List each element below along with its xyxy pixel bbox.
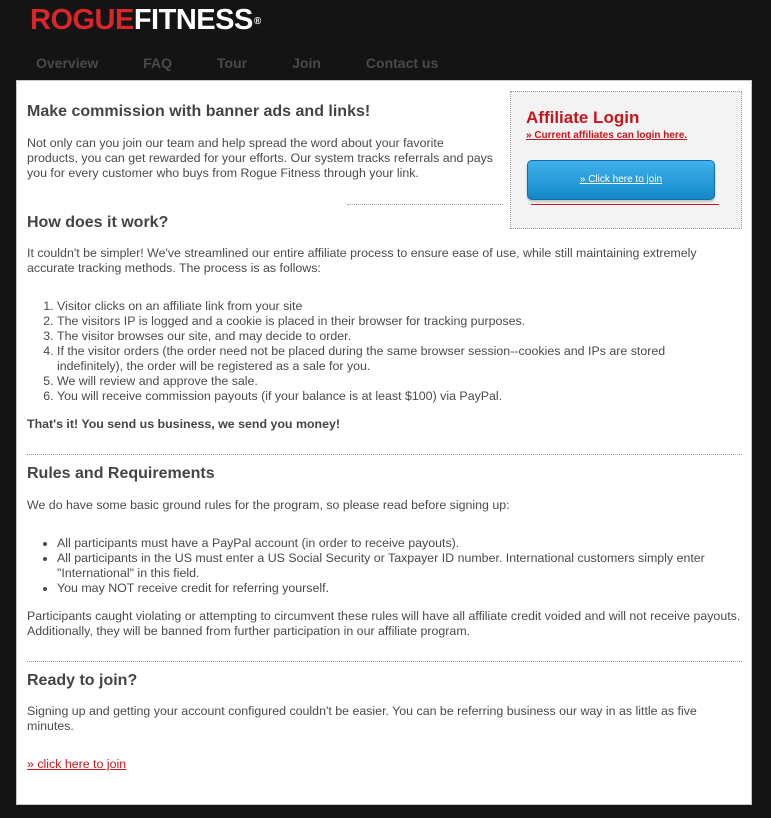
click-here-to-join-link[interactable]: » click here to join bbox=[27, 757, 127, 771]
logo-text-rogue: ROGUE bbox=[30, 4, 134, 36]
registered-mark: ® bbox=[253, 16, 261, 27]
divider-1 bbox=[347, 204, 503, 205]
nav-faq[interactable]: FAQ bbox=[143, 55, 173, 71]
button-underline-divider bbox=[531, 204, 719, 205]
rules-text: We do have some basic ground rules for the program, so please read before signing up: bbox=[27, 498, 510, 512]
affiliate-login-title: Affiliate Login bbox=[526, 108, 640, 127]
ready-text: Signing up and getting your account configured couldn't be easier. You can be referring business our way in as little as five minutes. bbox=[27, 704, 697, 733]
affiliate-login-box bbox=[510, 91, 742, 229]
divider-2 bbox=[27, 454, 742, 455]
list-item: 6. You will receive commission payouts (if your balance is at least $100) via PayPal. bbox=[57, 389, 733, 404]
main-nav bbox=[36, 55, 438, 73]
nav-tour[interactable]: Tour bbox=[217, 55, 248, 71]
affiliate-login-link[interactable]: » Current affiliates can login here. bbox=[526, 130, 688, 141]
click-here-to-join-button[interactable]: » Click here to join bbox=[527, 160, 715, 200]
tagline: That's it! You send us business, we send you money! bbox=[27, 417, 341, 431]
intro-text: Not only can you join our team and help spread the word about your favorite products, you can get rewarded for your efforts. Our system tracks referrals and pays you for every customer who buys from Rogue Fitness through your link. bbox=[27, 136, 493, 180]
list-item: 3. The visitor browses our site, and may decide to order. bbox=[57, 329, 733, 344]
list-item: 5. We will review and approve the sale. bbox=[57, 374, 733, 389]
nav-overview[interactable]: Overview bbox=[36, 55, 99, 71]
rules-list bbox=[57, 536, 743, 596]
main-content-panel bbox=[16, 80, 752, 805]
list-item: 1. Visitor clicks on an affiliate link from your site bbox=[57, 299, 733, 314]
process-steps-list bbox=[57, 299, 733, 404]
how-heading: How does it work? bbox=[27, 214, 169, 231]
site-header bbox=[0, 0, 771, 80]
nav-contact-us[interactable]: Contact us bbox=[365, 55, 439, 71]
rogue-fitness-logo[interactable] bbox=[30, 5, 261, 35]
nav-join[interactable]: Join bbox=[292, 55, 321, 71]
divider-3 bbox=[27, 661, 742, 662]
logo-text-fitness: FITNESS bbox=[133, 4, 253, 36]
list-item: • You may NOT receive credit for referring yourself. bbox=[57, 581, 743, 596]
list-item: 2. The visitors IP is logged and a cookie is placed in their browser for tracking purposes. bbox=[57, 314, 733, 329]
list-item: • All participants in the US must enter a US Social Security or Taxpayer ID number. International customers simply enter "International" in this field. bbox=[57, 551, 743, 581]
ready-heading: Ready to join? bbox=[27, 672, 138, 689]
rules-warning: Participants caught violating or attempting to circumvent these rules will have all affiliate credit voided and will not receive payouts. Additionally, they will be banned from further participation in our affiliate program. bbox=[27, 609, 741, 638]
list-item: 4. If the visitor orders (the order need not be placed during the same browser session--cookies and IPs are stored indefinitely), the order will be registered as a sale for you. bbox=[57, 344, 733, 374]
list-item: • All participants must have a PayPal account (in order to receive payouts). bbox=[57, 536, 743, 551]
how-text: It couldn't be simpler! We've streamlined our entire affiliate process to ensure ease of use, while still maintaining extremely accurate tracking methods. The process is as follows: bbox=[27, 246, 697, 275]
rules-heading: Rules and Requirements bbox=[27, 465, 215, 482]
intro-heading: Make commission with banner ads and links! bbox=[27, 103, 371, 120]
